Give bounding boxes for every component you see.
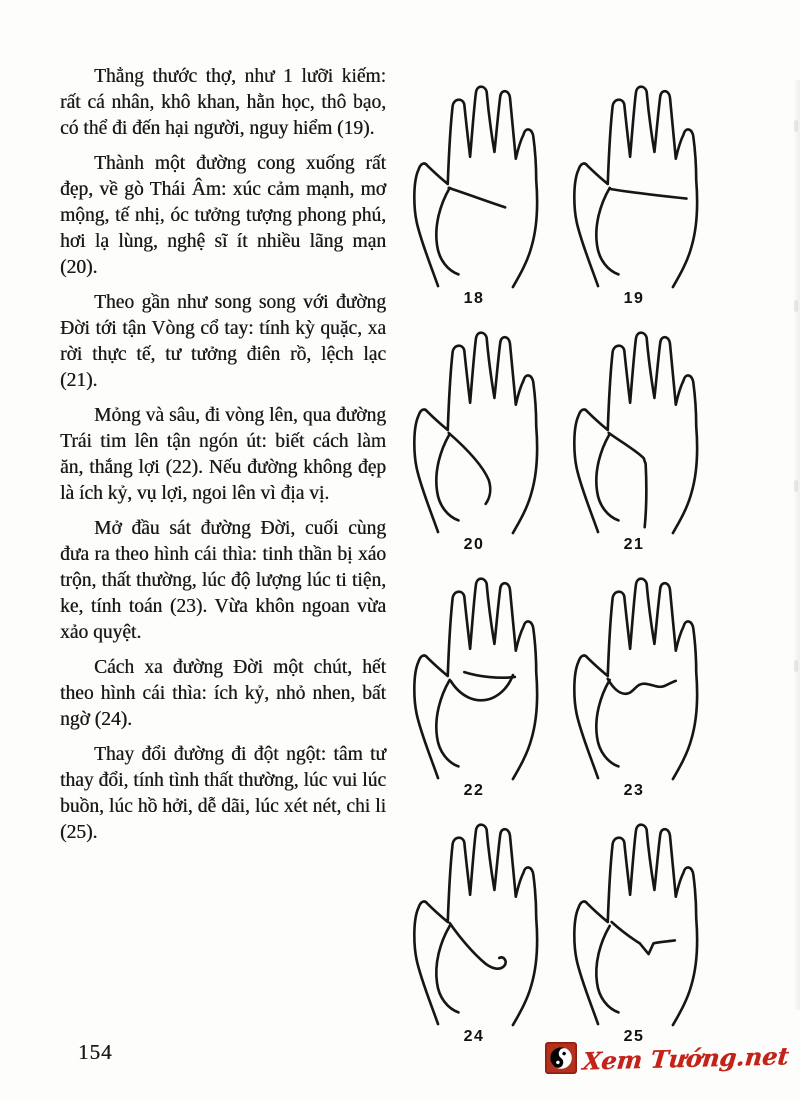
yin-yang-icon [545, 1040, 577, 1076]
scan-artifact [794, 120, 798, 132]
scan-artifact [794, 300, 798, 312]
figure-number: 20 [463, 536, 485, 553]
palm-drawing [565, 572, 703, 781]
palm-figure-24 [394, 818, 554, 1064]
page-edge-shadow [793, 80, 800, 1010]
scan-artifact [794, 660, 798, 672]
figure-number: 24 [463, 1028, 485, 1045]
figure-number: 21 [623, 536, 645, 553]
palm-figure-25 [554, 818, 714, 1064]
palm-drawing [565, 80, 703, 289]
watermark-text: Xem Tướng.net [580, 1040, 790, 1076]
paragraph: Mở đầu sát đường Đời, cuối cùng đưa ra theo hình cái thìa: tinh thần bị xáo trộn, thất thường, lúc độ lượng lúc ti tiện, ke, tính toán (23). Vừa khôn ngoan vừa xảo quyệt. [60, 518, 386, 643]
scan-artifact [794, 480, 798, 492]
body-text [60, 64, 386, 855]
palm-figure-20 [394, 326, 554, 572]
paragraph: Thẳng thước thợ, như 1 lưỡi kiếm: rất cá nhân, khô khan, hằn học, thô bạo, có thể đi đến hại người, nguy hiểm (19). [60, 66, 386, 139]
palm-figure-19 [554, 80, 714, 326]
palm-drawing [405, 572, 543, 781]
palm-drawing [405, 326, 543, 535]
watermark [545, 1040, 788, 1076]
page-number: 154 [78, 1040, 113, 1064]
palm-figure-21 [554, 326, 714, 572]
figure-number: 25 [623, 1028, 645, 1045]
palm-drawing [405, 80, 543, 289]
figure-number: 23 [623, 782, 645, 799]
figure-number: 19 [623, 290, 645, 307]
figure-number: 22 [463, 782, 485, 799]
palm-drawing [565, 818, 703, 1027]
palm-figure-23 [554, 572, 714, 818]
figure-number: 18 [463, 290, 485, 307]
palm-drawing [565, 326, 703, 535]
palm-figure-18 [394, 80, 554, 326]
paragraph: Theo gần như song song với đường Đời tới tận Vòng cổ tay: tính kỳ quặc, xa rời thực tế, tư tưởng điên rồ, lệch lạc (21). [60, 292, 386, 391]
paragraph: Thay đổi đường đi đột ngột: tâm tư thay đổi, tính tình thất thường, lúc vui lúc buồn, lúc hồ hởi, dễ dãi, lúc xét nét, chi li (25). [60, 744, 386, 843]
paragraph: Cách xa đường Đời một chút, hết theo hình cái thìa: ích kỷ, nhỏ nhen, bất ngờ (24). [60, 657, 386, 730]
figure-grid [394, 80, 714, 1064]
paragraph: Thành một đường cong xuống rất đẹp, về gò Thái Âm: xúc cảm mạnh, mơ mộng, tế nhị, óc tưởng tượng phong phú, hơi lạ lùng, nghệ sĩ ít nhiều lãng mạn (20). [60, 153, 386, 278]
palm-figure-22 [394, 572, 554, 818]
palm-drawing [405, 818, 543, 1027]
paragraph: Mỏng và sâu, đi vòng lên, qua đường Trái tim lên tận ngón út: biết cách làm ăn, thắng lợi (22). Nếu đường không đẹp là ích kỷ, vụ lợi, ngoi lên vì địa vị. [60, 405, 386, 504]
